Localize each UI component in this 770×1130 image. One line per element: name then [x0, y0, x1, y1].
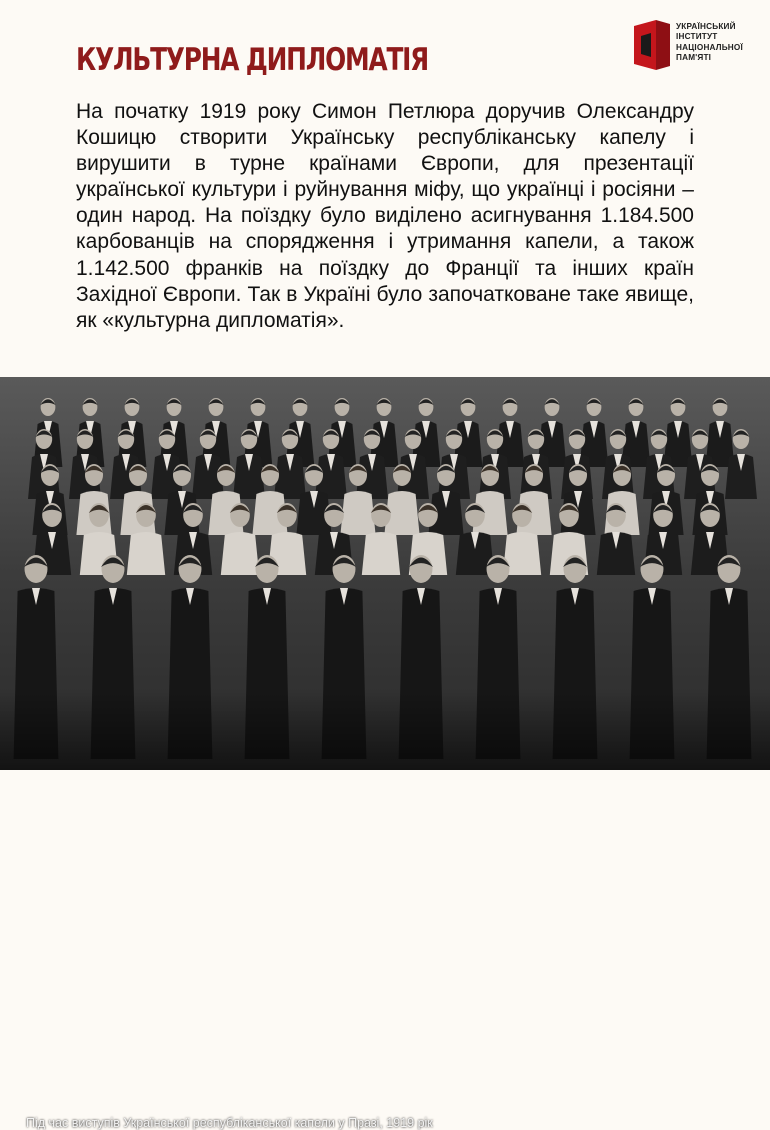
logo-line: ПАМ'ЯТІ	[676, 53, 712, 63]
group-photo-image	[0, 377, 770, 770]
photo-caption: Під час виступів Української республіканської капели у Празі, 1919 рік	[26, 1116, 433, 1130]
logo-line: НАЦІОНАЛЬНОЇ	[676, 42, 743, 52]
group-photo	[0, 377, 770, 1130]
page-title: КУЛЬТУРНА ДИПЛОМАТІЯ	[76, 42, 429, 78]
logo-line: УКРАЇНСЬКИЙ	[676, 22, 736, 31]
uinp-logo-icon	[634, 20, 670, 70]
institute-logo	[634, 20, 760, 72]
logo-text	[676, 22, 766, 64]
article-text: На початку 1919 року Симон Петлюра доручив Олександру Кошицю створити Українську республіканську капелу і вирушити в турне країнами Європи, для презентації української культури і руйнування міфу, що українці і росіяни – один народ. На поїздку було виділено асигнування 1.184.500 карбованців на спорядження і утримання капели, а також 1.142.500 франків на поїздку до Франції та інших країн Західної Європи. Так в Україні було започатковане таке явище, як «культурна дипломатія».	[76, 100, 694, 332]
logo-line: ІНСТИТУТ	[676, 32, 718, 42]
